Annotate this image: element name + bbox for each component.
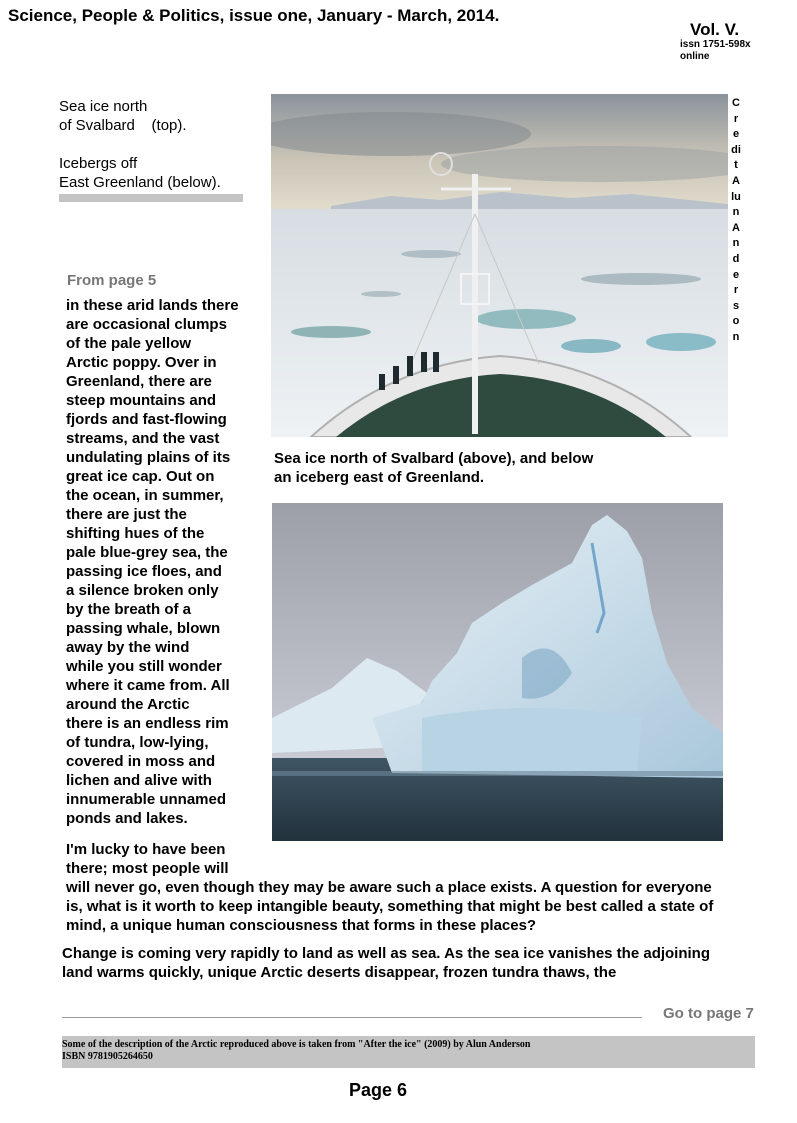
text-line: streams, and the vast [66, 430, 220, 447]
text-line: passing whale, blown [66, 620, 221, 637]
source-line: Some of the description of the Arctic reproduced above is taken from "After the ice" (2009) by Alun Anderson [62, 1039, 531, 1050]
page-number: Page 6 [349, 1080, 408, 1100]
text-line: passing ice floes, and [66, 563, 222, 580]
text-line: covered in moss and [66, 753, 216, 770]
text-line: in these arid lands there [66, 297, 239, 314]
text-line: steep mountains and [66, 392, 217, 409]
text-line: fjords and fast-flowing [66, 411, 227, 428]
wide-paragraph: will never go, even though they may be aware such a place exists. A question for everyone is, what is it worth to keep intangible beauty, something that might be best called a state of mind, a unique human consciousness that forms in these places? [66, 879, 714, 934]
text-line: there is an endless rim [66, 715, 229, 732]
text-line: innumerable unnamed [66, 791, 227, 808]
lucky-lines [66, 840, 229, 878]
text-line: undulating plains of its [66, 449, 231, 466]
side-caption-line: Icebergs off [59, 155, 138, 172]
volume-label: Vol. V. [690, 20, 740, 39]
text-line: pale blue-grey sea, the [66, 544, 228, 561]
continued-from-label: From page 5 [67, 272, 157, 289]
issn-number: issn 1751-598x [680, 39, 751, 50]
text-line: are occasional clumps [66, 316, 227, 333]
change-paragraph: Change is coming very rapidly to land as well as sea. As the sea ice vanishes the adjoining land warms quickly, unique Arctic deserts disappear, frozen tundra thaws, the [62, 945, 711, 981]
photo-caption-line: Sea ice north of Svalbard (above), and below [274, 450, 594, 467]
text-line: great ice cap. Out on [66, 468, 215, 485]
issn-block [680, 39, 751, 63]
narrow-column [66, 296, 239, 828]
text-line: of tundra, low-lying, [66, 734, 209, 751]
issn-type: online [680, 51, 710, 62]
text-line: of the pale yellow [66, 335, 192, 352]
text-line: shifting hues of the [66, 525, 205, 542]
text-line: there are just the [66, 506, 187, 523]
text-line: away by the wind [66, 639, 190, 656]
text-line: a silence broken only [66, 582, 219, 599]
source-isbn: ISBN 9781905264650 [62, 1051, 153, 1062]
text-line: ponds and lakes. [66, 810, 188, 827]
side-caption-line: East Greenland (below). [59, 174, 221, 191]
text-line: Arctic poppy. Over in [66, 354, 217, 371]
photo-caption [274, 449, 593, 487]
text-line: I'm lucky to have been [66, 841, 226, 858]
continue-to-label: Go to page 7 [663, 1005, 754, 1022]
photo-credit: Credit Alun Anderson [731, 97, 741, 343]
sea-ice-illustration [271, 94, 728, 437]
side-caption-line: of Svalbard (top). [59, 117, 187, 134]
caption-divider [59, 194, 243, 202]
text-line: by the breath of a [66, 601, 192, 618]
text-line: the ocean, in summer, [66, 487, 224, 504]
text-line: there; most people will [66, 860, 229, 877]
text-line: around the Arctic [66, 696, 190, 713]
text-line: lichen and alive with [66, 772, 212, 789]
masthead: Science, People & Politics, issue one, January - March, 2014. [8, 6, 500, 25]
side-caption-line: Sea ice north [59, 98, 148, 115]
source-note [62, 1039, 530, 1063]
footer-divider [62, 1017, 642, 1018]
text-line: where it came from. All [66, 677, 230, 694]
iceberg-illustration [272, 503, 723, 841]
sea-ice-photo [271, 94, 728, 437]
photo-caption-line: an iceberg east of Greenland. [274, 469, 485, 486]
text-line: Greenland, there are [66, 373, 212, 390]
iceberg-photo [272, 503, 723, 841]
text-line: while you still wonder [66, 658, 222, 675]
